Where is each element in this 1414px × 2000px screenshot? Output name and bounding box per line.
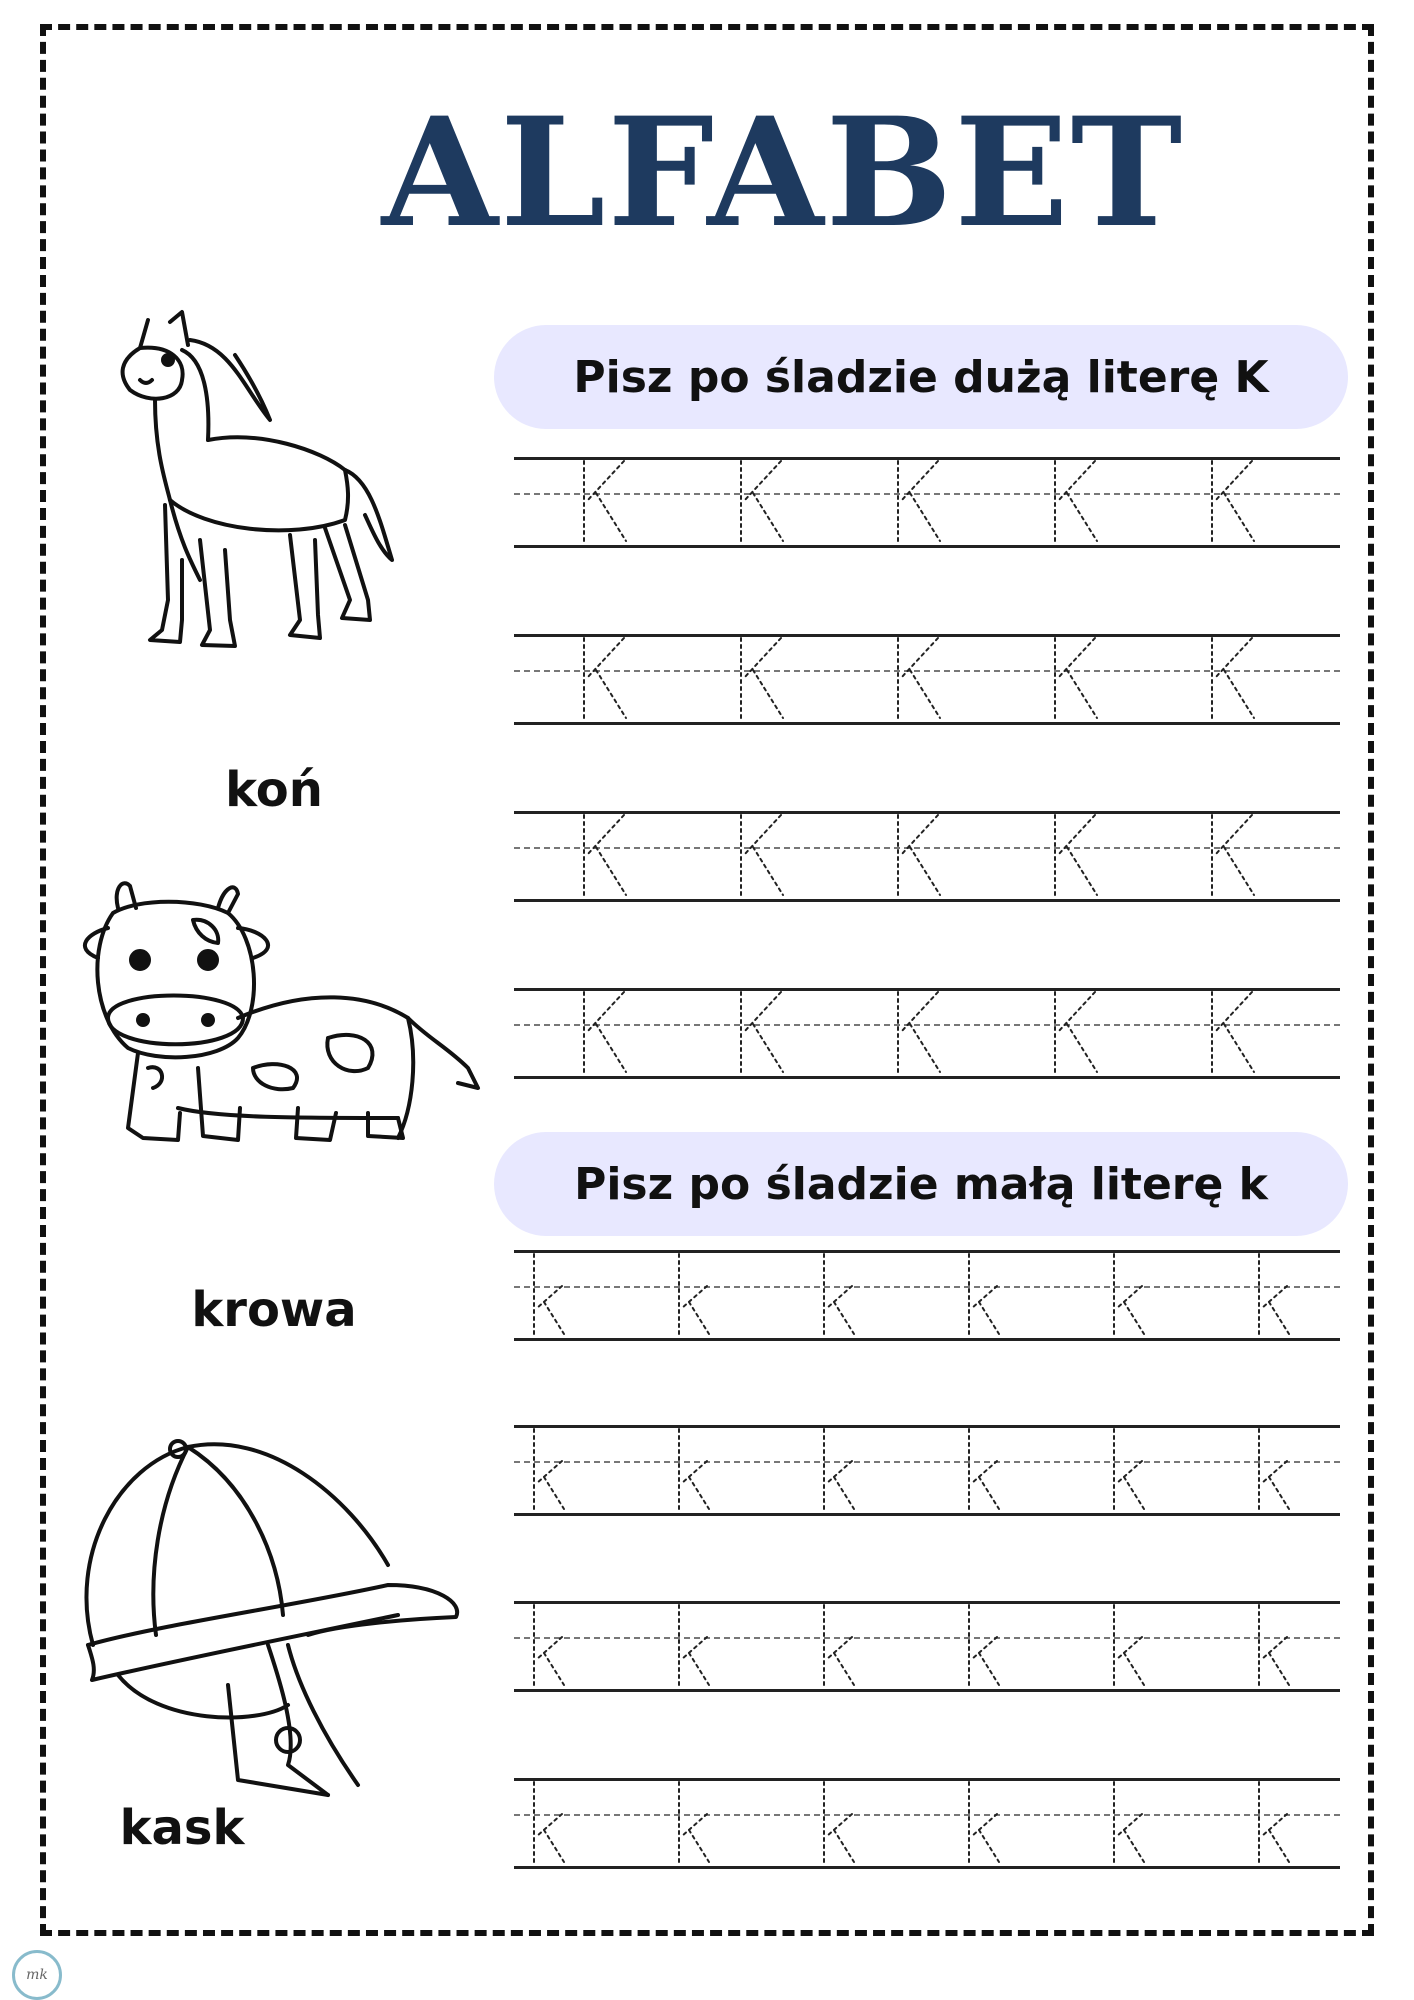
tracing-letter-K (1055, 815, 1097, 895)
tracing-letter-K (898, 992, 940, 1072)
tracing-letter-k (534, 1254, 564, 1334)
tracing-letter-k (1114, 1605, 1144, 1685)
tracing-letter-K (1055, 638, 1097, 718)
tracing-letter-k (824, 1429, 854, 1509)
tracing-letter-k (824, 1605, 854, 1685)
tracing-letter-K (1212, 461, 1254, 541)
lowercase-tracing-letters (514, 1250, 1340, 1350)
uppercase-tracing-letters (514, 634, 1340, 734)
lowercase-row (514, 1425, 1340, 1525)
tracing-letter-k (1114, 1782, 1144, 1862)
tracing-letter-k (679, 1605, 709, 1685)
tracing-letter-k (1259, 1605, 1289, 1685)
tracing-letter-K (741, 461, 783, 541)
uppercase-row (514, 811, 1340, 911)
tracing-letter-k (679, 1429, 709, 1509)
instruction-uppercase (494, 325, 1348, 429)
tracing-letter-k (679, 1254, 709, 1334)
uppercase-row (514, 634, 1340, 734)
uppercase-tracing-letters (514, 811, 1340, 911)
tracing-letter-k (1259, 1254, 1289, 1334)
riding-helmet-drawing-icon (78, 1435, 468, 1805)
tracing-letter-K (1212, 638, 1254, 718)
instruction-uppercase-text: Pisz po śladzie dużą literę K (573, 351, 1269, 403)
tracing-letter-K (584, 638, 626, 718)
word-helmet: kask (119, 1800, 245, 1856)
lowercase-tracing-letters (514, 1601, 1340, 1701)
tracing-letter-k (679, 1782, 709, 1862)
tracing-letter-K (584, 992, 626, 1072)
tracing-letter-k (824, 1254, 854, 1334)
cow-drawing-icon (68, 868, 488, 1228)
lowercase-tracing-letters (514, 1425, 1340, 1525)
tracing-letter-k (969, 1429, 999, 1509)
tracing-letter-k (534, 1782, 564, 1862)
tracing-letter-k (969, 1605, 999, 1685)
instruction-lowercase (494, 1132, 1348, 1236)
instruction-lowercase-text: Pisz po śladzie małą literę k (574, 1158, 1268, 1210)
lowercase-tracing-letters (514, 1778, 1340, 1878)
uppercase-row (514, 988, 1340, 1088)
lowercase-row (514, 1250, 1340, 1350)
tracing-letter-k (969, 1782, 999, 1862)
word-horse: koń (225, 762, 323, 818)
tracing-letter-k (1259, 1782, 1289, 1862)
tracing-letter-k (1114, 1254, 1144, 1334)
tracing-letter-K (1055, 992, 1097, 1072)
tracing-letter-K (898, 638, 940, 718)
tracing-letter-K (1055, 461, 1097, 541)
lowercase-row (514, 1601, 1340, 1701)
tracing-letter-K (741, 638, 783, 718)
word-cow: krowa (191, 1282, 357, 1338)
tracing-letter-K (584, 815, 626, 895)
tracing-letter-K (741, 992, 783, 1072)
tracing-letter-K (898, 815, 940, 895)
lowercase-row (514, 1778, 1340, 1878)
uppercase-row (514, 457, 1340, 557)
tracing-letter-k (1259, 1429, 1289, 1509)
tracing-letter-k (969, 1254, 999, 1334)
horse-drawing-icon (110, 300, 440, 740)
tracing-letter-K (1212, 815, 1254, 895)
mk-logo-icon: mk (12, 1950, 62, 2000)
tracing-letter-K (1212, 992, 1254, 1072)
tracing-letter-K (898, 461, 940, 541)
tracing-letter-K (741, 815, 783, 895)
tracing-letter-k (534, 1429, 564, 1509)
tracing-letter-k (824, 1782, 854, 1862)
uppercase-tracing-letters (514, 457, 1340, 557)
tracing-letter-k (1114, 1429, 1144, 1509)
uppercase-tracing-letters (514, 988, 1340, 1088)
page-title: ALFABET (381, 85, 1185, 261)
tracing-letter-K (584, 461, 626, 541)
tracing-letter-k (534, 1605, 564, 1685)
